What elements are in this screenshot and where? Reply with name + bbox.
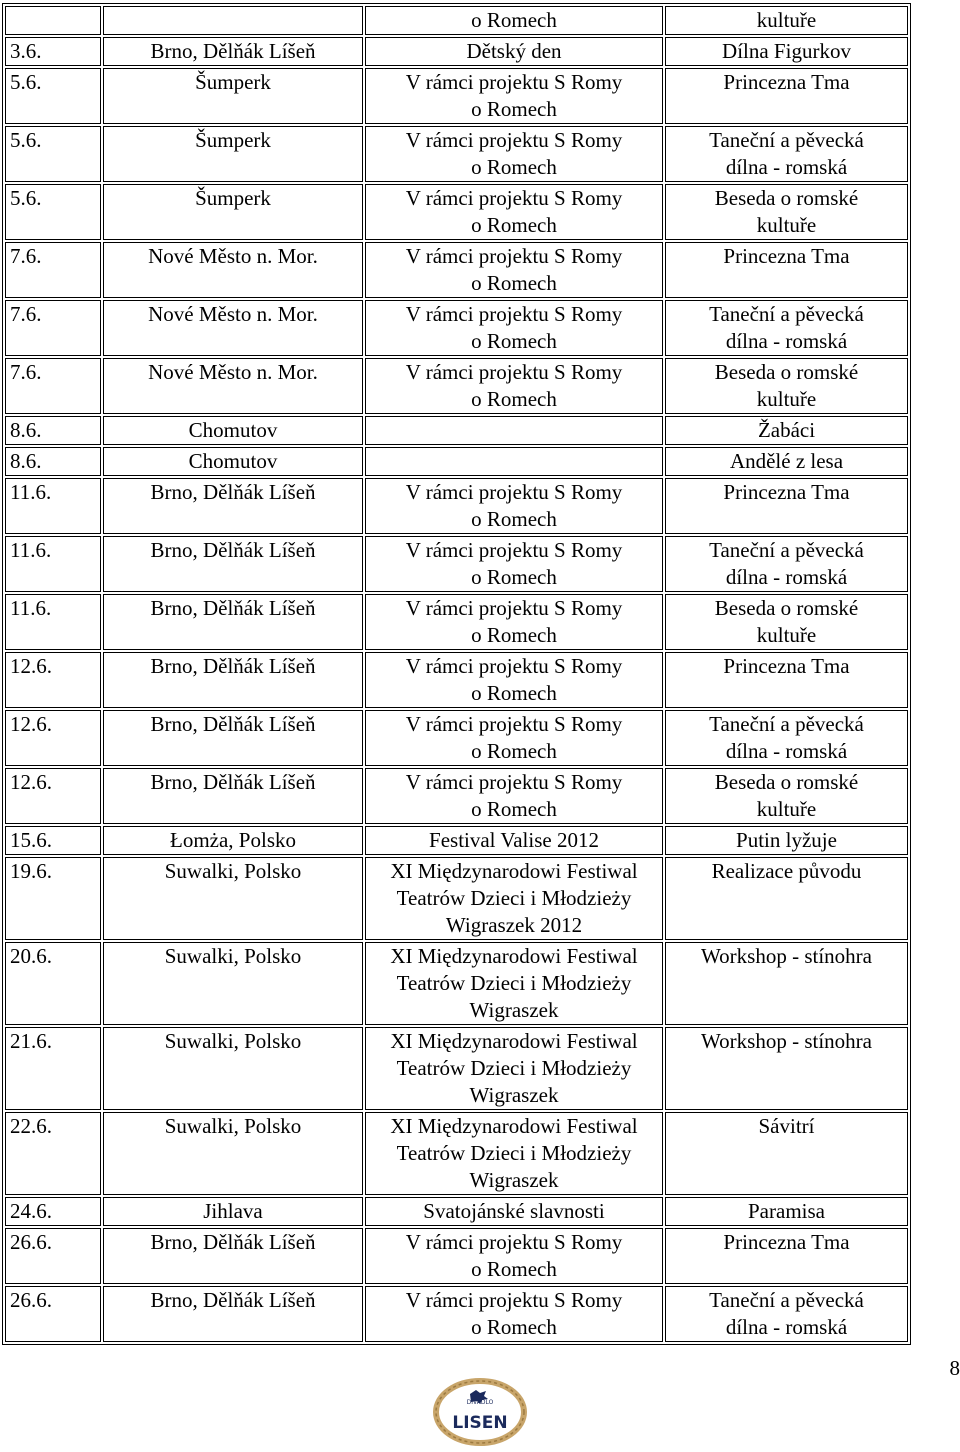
table-row bbox=[5, 126, 908, 182]
program-cell: kultuře bbox=[665, 6, 908, 35]
table-row bbox=[5, 652, 908, 708]
event-cell: V rámci projektu S Romy o Romech bbox=[365, 478, 663, 534]
date-cell bbox=[5, 6, 101, 35]
event-cell: V rámci projektu S Romy o Romech bbox=[365, 358, 663, 414]
event-cell: XI Międzynarodowi Festiwal Teatrów Dzieci i Młodzieży Wigraszek 2012 bbox=[365, 857, 663, 940]
table-row bbox=[5, 1197, 908, 1226]
place-cell: Suwalki, Polsko bbox=[103, 942, 363, 1025]
event-cell: V rámci projektu S Romy o Romech bbox=[365, 536, 663, 592]
date-cell: 22.6. bbox=[5, 1112, 101, 1195]
program-cell: Taneční a pěvecká dílna - romská bbox=[665, 710, 908, 766]
table-row bbox=[5, 1027, 908, 1110]
event-cell: V rámci projektu S Romy o Romech bbox=[365, 242, 663, 298]
table-row bbox=[5, 768, 908, 824]
table-row bbox=[5, 6, 908, 35]
event-cell: o Romech bbox=[365, 6, 663, 35]
program-cell: Sávitrí bbox=[665, 1112, 908, 1195]
lisen-logo bbox=[432, 1378, 528, 1446]
place-cell: Brno, Dělňák Líšeň bbox=[103, 37, 363, 66]
place-cell: Šumperk bbox=[103, 126, 363, 182]
date-cell: 20.6. bbox=[5, 942, 101, 1025]
program-cell: Princezna Tma bbox=[665, 652, 908, 708]
program-cell: Paramisa bbox=[665, 1197, 908, 1226]
event-cell: V rámci projektu S Romy o Romech bbox=[365, 126, 663, 182]
page-number: 8 bbox=[949, 1356, 960, 1380]
date-cell: 7.6. bbox=[5, 242, 101, 298]
program-cell: Beseda o romské kultuře bbox=[665, 768, 908, 824]
date-cell: 5.6. bbox=[5, 184, 101, 240]
date-cell: 5.6. bbox=[5, 126, 101, 182]
program-cell: Realizace původu bbox=[665, 857, 908, 940]
table-row bbox=[5, 184, 908, 240]
place-cell: Chomutov bbox=[103, 416, 363, 445]
schedule-table bbox=[2, 3, 911, 1345]
place-cell: Chomutov bbox=[103, 447, 363, 476]
event-cell bbox=[365, 416, 663, 445]
date-cell: 11.6. bbox=[5, 478, 101, 534]
program-cell: Dílna Figurkov bbox=[665, 37, 908, 66]
table-row bbox=[5, 478, 908, 534]
place-cell: Nové Město n. Mor. bbox=[103, 358, 363, 414]
date-cell: 12.6. bbox=[5, 652, 101, 708]
date-cell: 3.6. bbox=[5, 37, 101, 66]
place-cell: Brno, Dělňák Líšeň bbox=[103, 594, 363, 650]
program-cell: Princezna Tma bbox=[665, 478, 908, 534]
date-cell: 11.6. bbox=[5, 594, 101, 650]
logo-rope-twist bbox=[436, 1381, 524, 1443]
date-cell: 8.6. bbox=[5, 416, 101, 445]
program-cell: Taneční a pěvecká dílna - romská bbox=[665, 126, 908, 182]
table-row bbox=[5, 358, 908, 414]
place-cell: Nové Město n. Mor. bbox=[103, 300, 363, 356]
event-cell: V rámci projektu S Romy o Romech bbox=[365, 1286, 663, 1342]
program-cell: Taneční a pěvecká dílna - romská bbox=[665, 300, 908, 356]
date-cell: 7.6. bbox=[5, 300, 101, 356]
program-cell: Princezna Tma bbox=[665, 1228, 908, 1284]
program-cell: Beseda o romské kultuře bbox=[665, 594, 908, 650]
place-cell: Brno, Dělňák Líšeň bbox=[103, 536, 363, 592]
table-row bbox=[5, 826, 908, 855]
table-row bbox=[5, 447, 908, 476]
logo-text: LISEN bbox=[452, 1413, 508, 1433]
date-cell: 19.6. bbox=[5, 857, 101, 940]
table-row bbox=[5, 37, 908, 66]
event-cell: V rámci projektu S Romy o Romech bbox=[365, 594, 663, 650]
place-cell: Jihlava bbox=[103, 1197, 363, 1226]
place-cell: Brno, Dělňák Líšeň bbox=[103, 768, 363, 824]
date-cell: 15.6. bbox=[5, 826, 101, 855]
date-cell: 8.6. bbox=[5, 447, 101, 476]
place-cell: Nové Město n. Mor. bbox=[103, 242, 363, 298]
date-cell: 26.6. bbox=[5, 1228, 101, 1284]
date-cell: 12.6. bbox=[5, 710, 101, 766]
program-cell: Workshop - stínohra bbox=[665, 942, 908, 1025]
event-cell: V rámci projektu S Romy o Romech bbox=[365, 652, 663, 708]
place-cell: Suwalki, Polsko bbox=[103, 1112, 363, 1195]
place-cell: Šumperk bbox=[103, 68, 363, 124]
date-cell: 11.6. bbox=[5, 536, 101, 592]
place-cell: Łomża, Polsko bbox=[103, 826, 363, 855]
date-cell: 12.6. bbox=[5, 768, 101, 824]
program-cell: Princezna Tma bbox=[665, 68, 908, 124]
date-cell: 5.6. bbox=[5, 68, 101, 124]
event-cell: Festival Valise 2012 bbox=[365, 826, 663, 855]
date-cell: 21.6. bbox=[5, 1027, 101, 1110]
program-cell: Putin lyžuje bbox=[665, 826, 908, 855]
table-row bbox=[5, 594, 908, 650]
table-row bbox=[5, 710, 908, 766]
place-cell bbox=[103, 6, 363, 35]
table-row bbox=[5, 857, 908, 940]
table-row bbox=[5, 1112, 908, 1195]
schedule-body bbox=[5, 6, 908, 1342]
table-row bbox=[5, 536, 908, 592]
event-cell: XI Międzynarodowi Festiwal Teatrów Dzieci i Młodzieży Wigraszek bbox=[365, 1112, 663, 1195]
place-cell: Suwalki, Polsko bbox=[103, 857, 363, 940]
place-cell: Brno, Dělňák Líšeň bbox=[103, 652, 363, 708]
place-cell: Brno, Dělňák Líšeň bbox=[103, 710, 363, 766]
event-cell: XI Międzynarodowi Festiwal Teatrów Dzieci i Młodzieży Wigraszek bbox=[365, 1027, 663, 1110]
event-cell: V rámci projektu S Romy o Romech bbox=[365, 300, 663, 356]
event-cell: V rámci projektu S Romy o Romech bbox=[365, 710, 663, 766]
program-cell: Beseda o romské kultuře bbox=[665, 184, 908, 240]
place-cell: Suwalki, Polsko bbox=[103, 1027, 363, 1110]
program-cell: Princezna Tma bbox=[665, 242, 908, 298]
event-cell: Dětský den bbox=[365, 37, 663, 66]
program-cell: Workshop - stínohra bbox=[665, 1027, 908, 1110]
event-cell: Svatojánské slavnosti bbox=[365, 1197, 663, 1226]
program-cell: Taneční a pěvecká dílna - romská bbox=[665, 536, 908, 592]
table-row bbox=[5, 942, 908, 1025]
place-cell: Brno, Dělňák Líšeň bbox=[103, 478, 363, 534]
table-row bbox=[5, 1286, 908, 1342]
date-cell: 7.6. bbox=[5, 358, 101, 414]
event-cell: V rámci projektu S Romy o Romech bbox=[365, 184, 663, 240]
program-cell: Beseda o romské kultuře bbox=[665, 358, 908, 414]
date-cell: 24.6. bbox=[5, 1197, 101, 1226]
place-cell: Brno, Dělňák Líšeň bbox=[103, 1286, 363, 1342]
program-cell: Žabáci bbox=[665, 416, 908, 445]
program-cell: Andělé z lesa bbox=[665, 447, 908, 476]
event-cell: V rámci projektu S Romy o Romech bbox=[365, 768, 663, 824]
event-cell: V rámci projektu S Romy o Romech bbox=[365, 1228, 663, 1284]
table-row bbox=[5, 242, 908, 298]
table-row bbox=[5, 416, 908, 445]
table-row bbox=[5, 68, 908, 124]
logo-subtext: DIVADLO bbox=[466, 1399, 494, 1406]
date-cell: 26.6. bbox=[5, 1286, 101, 1342]
program-cell: Taneční a pěvecká dílna - romská bbox=[665, 1286, 908, 1342]
event-cell: V rámci projektu S Romy o Romech bbox=[365, 68, 663, 124]
table-row bbox=[5, 300, 908, 356]
event-cell bbox=[365, 447, 663, 476]
table-row bbox=[5, 1228, 908, 1284]
place-cell: Brno, Dělňák Líšeň bbox=[103, 1228, 363, 1284]
place-cell: Šumperk bbox=[103, 184, 363, 240]
event-cell: XI Międzynarodowi Festiwal Teatrów Dzieci i Młodzieży Wigraszek bbox=[365, 942, 663, 1025]
